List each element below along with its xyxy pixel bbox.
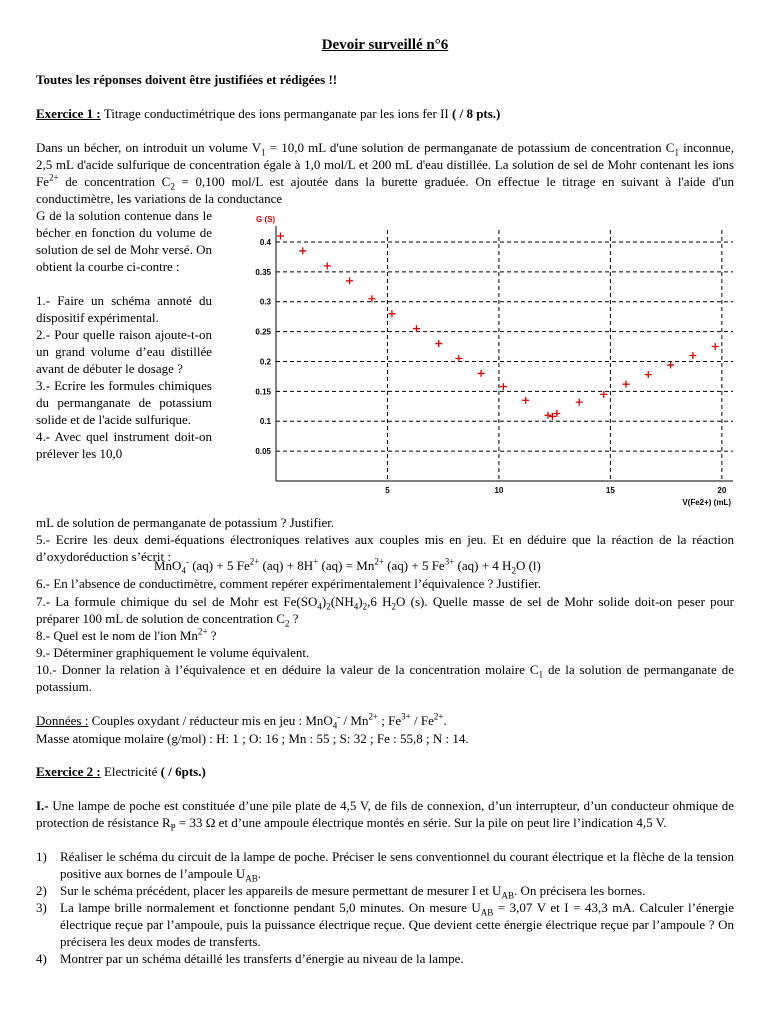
y-axis-label: G (S) — [256, 215, 276, 224]
question-1: 1.- Faire un schéma annoté du dispositif expérimental. — [36, 293, 212, 325]
list-item: 1) Réaliser le schéma du circuit de la lampe de poche. Préciser le sens conventionnel du courant électrique et la flèche de la tension positive aux bornes de l’ampoule $U_{AB}$. — [36, 849, 734, 884]
y-tick-label: 0.15 — [255, 387, 271, 397]
data-point — [667, 362, 674, 369]
question-7: 7.- La formule chimique du sel de Mohr est $Fe(SO_4)_2(NH_4)_2,6$ $H_2O$ (s). Quelle masse de sel de Mohr solide doit-on peser pour préparer 100 mL de solution de concentration $C_2$ ? — [36, 594, 735, 629]
exercise-2-intro: I.- Une lampe de poche est constituée d’une pile plate de 4,5 V, de fils de connexion, d’un interrupteur, d’un conducteur ohmique de protection de résistance $R_P = 33$ Ω et d’une ampoule électrique montés en série. Sur la pile on peut lire l’indication 4,5 V. — [36, 798, 734, 833]
data-point — [622, 381, 629, 388]
data-molar-masses: Masse atomique molaire (g/mol) : H: 1 ; O: 16 ; Mn : 55 ; S: 32 ; Fe : 55,8 ; N : 14. — [36, 731, 469, 746]
data-point — [368, 295, 375, 302]
x-tick-label: 5 — [385, 486, 390, 495]
exercise-1-label: Exercice 1 : — [36, 106, 101, 121]
data-point — [455, 355, 462, 362]
question-10: 10.- Donner la relation à l’équivalence et en déduire la valeur de la concentration molaire $C_1$ de la solution de permanganate de potassium. — [36, 662, 734, 694]
y-tick-label: 0.05 — [255, 447, 271, 457]
question-8: 8.- Quel est le nom de l'ion $Mn^{2+}$ ? — [36, 626, 217, 643]
data-point — [645, 371, 652, 378]
data-point — [478, 370, 485, 377]
data-point — [712, 343, 719, 350]
list-item: 3) La lampe brille normalement et fonctionne pendant 5,0 minutes. On mesure $U_{AB} = 3,07$ V et I = 43,3 mA. Calculer l’énergie électrique reçue par l’ampoule, puis la puissance électrique reçue. Que devient cette énergie électrique reçue par l’ampoule ? On précisera les deux modes de transferts. — [36, 900, 734, 949]
data-point — [500, 383, 507, 390]
exercise-2-label: Exercice 2 : — [36, 764, 101, 779]
data-point — [689, 352, 696, 359]
data-point — [600, 391, 607, 398]
data-point — [413, 325, 420, 332]
y-tick-label: 0.3 — [259, 297, 271, 307]
data-point — [576, 399, 583, 406]
data-couples: Données : Couples oxydant / réducteur mis en jeu : $MnO_4^- / Mn^{2+}$ ; $Fe^{3+} / Fe^{2+}$. — [36, 711, 447, 731]
exercise-1-intro: Dans un bécher, on introduit un volume $V_1 = 10,0$ mL d'une solution de permanganate de potassium de concentration $C_1$ inconnue, 2,5 mL d'acide sulfurique de concentration égale à 1,0 mol/L et 200 mL d'eau distillée. La solution de sel de Mohr contenant les ions $Fe^{2+}$ de concentration $C_2 = 0,100$ mol/L est ajoutée dans la burette graduée. On effectue le titrage en suivant à l'aide d'un conductimètre, les variations de la conductance — [36, 140, 735, 206]
data-label: Données : — [36, 713, 89, 728]
x-tick-label: 10 — [494, 486, 504, 495]
exercise-1-points: ( / 8 pts.) — [452, 106, 501, 121]
y-tick-label: 0.25 — [255, 327, 271, 337]
exercise-2-questions — [36, 848, 734, 967]
y-tick-label: 0.35 — [255, 267, 271, 277]
question-3: 3.- Ecrire les formules chimiques du permanganate de potassium solide et de l'acide sulfurique. — [36, 378, 212, 427]
data-point — [435, 340, 442, 347]
list-item: 2) Sur le schéma précédent, placer les appareils de mesure permettant de mesurer I et $U_{AB}$. On précisera les bornes. — [36, 883, 646, 901]
page-title: Devoir surveillé n°6 — [321, 37, 449, 53]
y-tick-label: 0.4 — [259, 237, 271, 247]
exercise-2-subject: Electricité — [100, 764, 161, 779]
exercise-2-points: ( / 6pts.) — [160, 764, 206, 779]
redox-equation: MnO$_4$- (aq) + 5 $Fe^{2+}$ (aq) + 8H+ $(aq) = Mn^{2+}$ (aq) + 5 $Fe^{3+}$ (aq) + 4 $H_2O$ (l) — [154, 556, 541, 576]
data-point — [277, 232, 284, 239]
question-4a: 4.- Avec quel instrument doit-on prélever les 10,0 — [36, 429, 212, 461]
data-point — [522, 397, 529, 404]
data-point — [324, 262, 331, 269]
conductance-chart — [238, 208, 738, 507]
question-9: 9.- Déterminer graphiquement le volume équivalent. — [36, 645, 310, 660]
x-axis-label: V(Fe2+) (mL) — [682, 498, 731, 507]
data-point — [346, 277, 353, 284]
question-4b: mL de solution de permanganate de potassium ? Justifier. — [36, 515, 335, 530]
question-6: 6.- En l’absence de conductimètre, comment repérer expérimentalement l’équivalence ? Justifier. — [36, 576, 541, 591]
x-tick-label: 20 — [717, 486, 727, 495]
exercise-1-heading — [36, 105, 734, 122]
chart-description: G de la solution contenue dans le bécher en fonction du volume de solution de sel de Mohr versé. On obtient la courbe ci-contre : — [36, 208, 212, 274]
chart-side-text — [36, 207, 212, 462]
exercise-1-subject: Titrage conductimétrique des ions permanganate par les ions fer II — [100, 106, 452, 121]
data-point — [388, 310, 395, 317]
data-point — [299, 247, 306, 254]
y-tick-label: 0.2 — [259, 357, 271, 367]
x-tick-label: 15 — [605, 486, 615, 495]
question-2: 2.- Pour quelle raison ajoute-t-on un grand volume d’eau distillée avant de débuter le dosage ? — [36, 327, 212, 376]
exercise-2-heading — [36, 763, 206, 780]
y-tick-label: 0.1 — [259, 417, 271, 427]
question-5: 5.- Ecrire les deux demi-équations électroniques relatives aux couples mis en jeu. Et en déduire que la réaction de la réaction d’oxydoréduction s’écrit : — [36, 532, 734, 564]
list-item: 4) Montrer par un schéma détaillé les transferts d’énergie au niveau de la lampe. — [36, 951, 464, 966]
instructions: Toutes les réponses doivent être justifiées et rédigées !! — [36, 72, 338, 87]
part-label: I.- — [36, 798, 49, 813]
data-point — [544, 412, 551, 419]
